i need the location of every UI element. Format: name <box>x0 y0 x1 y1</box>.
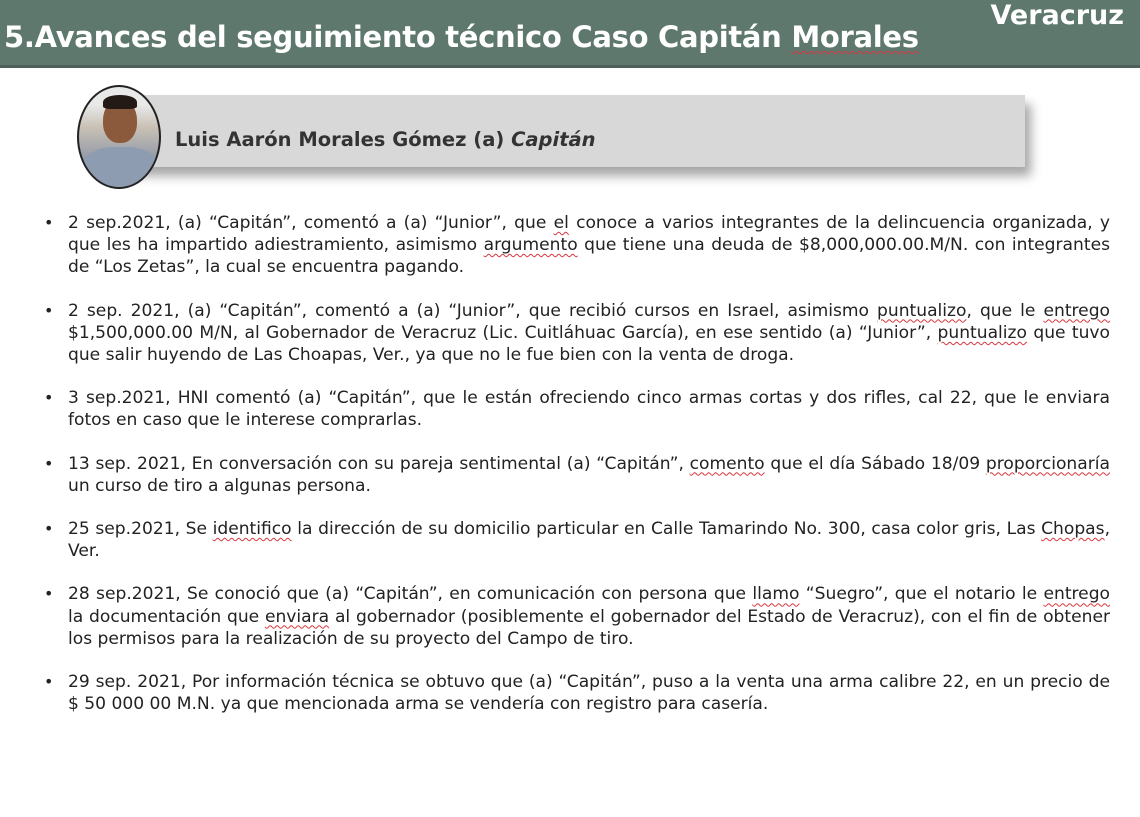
flagged-word: enviara <box>264 606 330 627</box>
entry-text: que tiene una deuda de $8,000,000.00.M/N. con integrantes de “Los Zetas”, la cual se encuentra pagando. <box>68 235 1110 278</box>
timeline-entry <box>44 518 1110 562</box>
bullet-dot-icon: • <box>44 213 54 232</box>
entry-text: 13 sep. 2021, En conversación con su pareja sentimental (a) “Capitán”, <box>68 453 690 474</box>
profile-name: Luis Aarón Morales Gómez (a) <box>175 128 505 151</box>
flagged-word: comento <box>689 453 765 474</box>
entry-text: la documentación que <box>68 606 265 627</box>
bullet-dot-icon: • <box>44 388 54 408</box>
timeline-entry <box>44 583 1110 650</box>
entry-text: al gobernador (posiblemente el gobernador del Estado de Veracruz), con el fin de obtener los permisos para la realización de su proyecto del Campo de tiro. <box>68 606 1110 649</box>
profile-name-line <box>175 128 596 151</box>
bullet-dot-icon: • <box>44 300 54 320</box>
avatar-body <box>83 147 159 189</box>
flagged-word: llamo <box>752 584 800 605</box>
timeline-entry <box>44 453 1110 497</box>
bullet-dot-icon: • <box>44 672 54 692</box>
timeline-entry <box>44 212 1110 279</box>
avatar-hair <box>103 95 137 109</box>
entry-text: que el día Sábado 18/09 <box>764 453 986 474</box>
entry-text: $1,500,000.00 M/N, al Gobernador de Veracruz (Lic. Cuitláhuac García), en ese sentido (a) “Junior”, <box>68 322 938 343</box>
entry-text: “Suegro”, que el notario le <box>799 584 1044 605</box>
flagged-word: puntualizo <box>937 322 1027 343</box>
profile-card <box>103 95 1025 167</box>
page-title-text <box>4 20 919 54</box>
entry-text: que tuvo que salir huyendo de Las Choapas, Ver., ya que no le fue bien con la venta de droga. <box>68 322 1111 366</box>
page-title-part: 5.Avances del seguimiento técnico Caso Capitán <box>4 20 792 54</box>
entry-text: 25 sep.2021, Se <box>68 519 213 540</box>
flagged-word: entrego <box>1043 584 1110 605</box>
bullet-dot-icon: • <box>44 519 54 539</box>
entry-text: 3 sep.2021, HNI comentó (a) “Capitán”, que le están ofreciendo cinco armas cortas y dos rifles, cal 22, que le enviara fotos en caso que le interese comprarlas. <box>68 388 1110 431</box>
entry-text: un curso de tiro a algunas persona. <box>68 475 371 496</box>
region-label: Veracruz <box>990 0 1124 31</box>
page-title <box>4 20 919 54</box>
timeline-entry <box>44 671 1110 715</box>
flagged-word: proporcionaría <box>985 453 1110 474</box>
timeline-list <box>44 212 1110 736</box>
flagged-word: identifico <box>212 519 292 540</box>
entry-text: , Ver. <box>68 519 1110 562</box>
entry-text: 28 sep.2021, Se conoció que (a) “Capitán”, en comunicación con persona que <box>68 584 753 605</box>
flagged-word: entrego <box>1043 300 1110 321</box>
entry-text: 2 sep. 2021, (a) “Capitán”, comentó a (a) “Junior”, que recibió cursos en Israel, asimismo <box>68 300 878 321</box>
bullet-dot-icon: • <box>44 453 54 473</box>
timeline-entry <box>44 300 1110 367</box>
flagged-word: argumento <box>483 235 578 256</box>
flagged-word: puntualizo <box>877 300 967 321</box>
profile-alias: Capitán <box>511 128 596 151</box>
entry-text: conoce a varios integrantes de la delincuencia organizada, y que les ha impartido adiestramiento, asimismo <box>68 213 1110 256</box>
flagged-word: Chopas <box>1041 519 1105 540</box>
page-title-flagged-word: Morales <box>791 20 919 54</box>
bullet-dot-icon: • <box>44 584 54 604</box>
entry-text: 2 sep.2021, (a) “Capitán”, comentó a (a) “Junior”, que <box>68 213 554 233</box>
profile-photo <box>77 85 161 189</box>
entry-text: la dirección de su domicilio particular en Calle Tamarindo No. 300, casa color gris, Las <box>291 519 1042 540</box>
timeline-entry <box>44 387 1110 431</box>
header-bar <box>0 0 1140 68</box>
flagged-word: el <box>553 213 569 233</box>
entry-text: , que le <box>966 300 1044 321</box>
entry-text: 29 sep. 2021, Por información técnica se obtuvo que (a) “Capitán”, puso a la venta una arma calibre 22, en un precio de $ 50 000 00 M.N. ya que mencionada arma se vendería con registro para casería. <box>68 672 1110 715</box>
